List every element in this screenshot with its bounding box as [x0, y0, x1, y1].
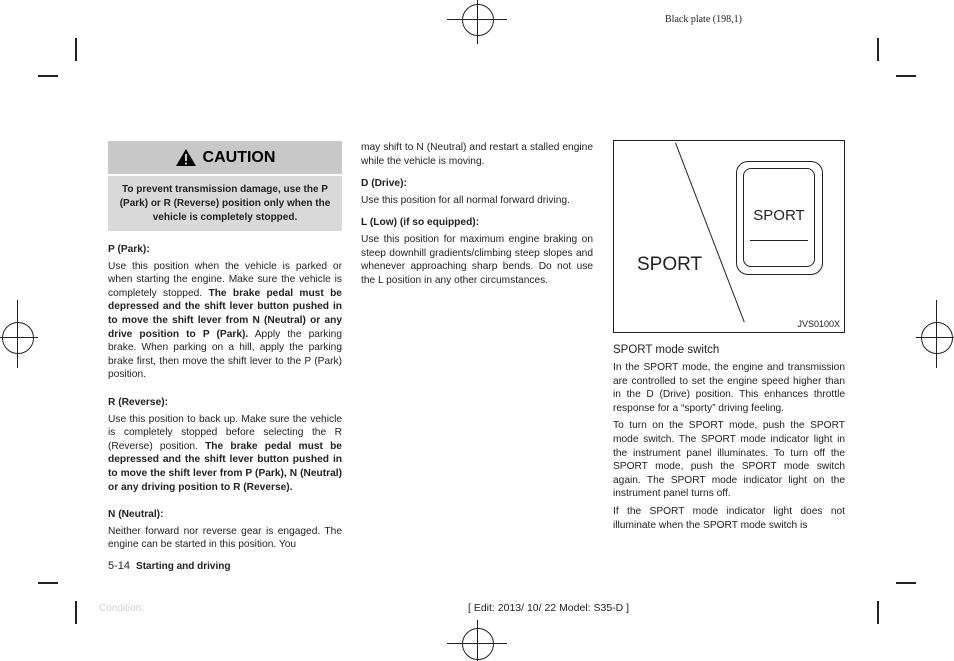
- crop-mark: [38, 75, 58, 77]
- black-plate-label: Black plate (198,1): [665, 14, 742, 25]
- page-number: 5-14: [108, 560, 131, 572]
- sport-paragraph-2: To turn on the SPORT mode, push the SPORT mode switch. The SPORT mode indicator light in the instrument panel illuminates. To turn off the SPORT mode, push the SPORT mode switch again. The SPORT mode indicator light on the instrument panel turns off.: [613, 420, 845, 500]
- sport-switch-label: SPORT: [753, 207, 805, 224]
- figure-code: JVS0100X: [797, 319, 840, 329]
- sport-switch-button: [743, 168, 815, 267]
- crop-mark: [38, 582, 58, 584]
- page-footer: [108, 560, 230, 572]
- figure-caption: SPORT mode switch: [613, 344, 720, 356]
- section-name: Starting and driving: [136, 561, 231, 572]
- caution-title: CAUTION: [202, 148, 276, 166]
- switch-divider: [750, 240, 808, 241]
- reverse-text-bold: The brake pedal must be depressed and the shift lever button pushed in to move the shift lever from P (Park), N (Neutral) or any driving position to R (Reverse).: [108, 440, 342, 493]
- drive-text: Use this position for all normal forward driving.: [361, 194, 570, 206]
- crop-mark: [896, 75, 916, 77]
- park-text-bold: The brake pedal must be depressed and the shift lever button pushed in to move the shift lever from N (Neutral) or any drive position to P (Park).: [108, 287, 342, 340]
- sport-switch-bezel: [736, 161, 823, 275]
- neutral-text: Neither forward nor reverse gear is engaged. The engine can be started in this position. You: [108, 525, 342, 551]
- warning-triangle-icon: [175, 148, 197, 167]
- condition-label: Condition:: [99, 603, 145, 614]
- caution-header: [108, 141, 342, 174]
- sport-paragraph-3: If the SPORT mode indicator light does not illuminate when the SPORT mode switch is: [613, 505, 845, 531]
- column-2: [361, 141, 593, 291]
- drive-heading: D (Drive):: [361, 178, 407, 190]
- sport-paragraph-1: In the SPORT mode, the engine and transmission are controlled to set the engine speed higher than in the D (Drive) position. This enhances throttle response for a “sporty” driving feeling.: [613, 362, 845, 414]
- low-text: Use this position for maximum engine braking on steep downhill gradients/climbing steep slopes and whenever approaching sharp bends. Do not use the L position in any other circumstances.: [361, 233, 593, 286]
- park-text-2: Apply the parking brake. When parking on a hill, apply the parking brake first, then move the shift lever to the P (Park) position.: [108, 328, 342, 381]
- neutral-heading: N (Neutral):: [108, 509, 164, 521]
- reverse-text: [108, 413, 342, 495]
- park-heading: P (Park):: [108, 244, 150, 255]
- park-text-1: Use this position when the vehicle is parked or when starting the engine. Make sure the vehicle is completely stopped.: [108, 260, 342, 299]
- park-text: [108, 260, 342, 382]
- column-3: [613, 361, 845, 536]
- reverse-text-1: Use this position to back up. Make sure the vehicle is completely stopped before selecting the R (Reverse) position.: [108, 413, 342, 452]
- low-heading: L (Low) (if so equipped):: [361, 217, 480, 229]
- sport-switch-figure: [613, 140, 845, 333]
- reverse-heading: R (Reverse):: [108, 396, 169, 408]
- sport-callout-label: SPORT: [637, 254, 703, 275]
- caution-text: To prevent transmission damage, use the P (Park) or R (Reverse) position only when the vehicle is completely stopped.: [108, 176, 342, 231]
- crop-mark: [877, 601, 879, 624]
- edit-info: [ Edit: 2013/ 10/ 22 Model: S35-D ]: [468, 602, 630, 614]
- crop-mark: [896, 582, 916, 584]
- crop-mark: [75, 601, 77, 624]
- neutral-continued: may shift to N (Neutral) and restart a stalled engine while the vehicle is moving.: [361, 142, 593, 167]
- crop-mark: [877, 38, 879, 61]
- column-1: [108, 243, 342, 556]
- crop-mark: [75, 38, 77, 61]
- figure-leader-line: [675, 143, 745, 323]
